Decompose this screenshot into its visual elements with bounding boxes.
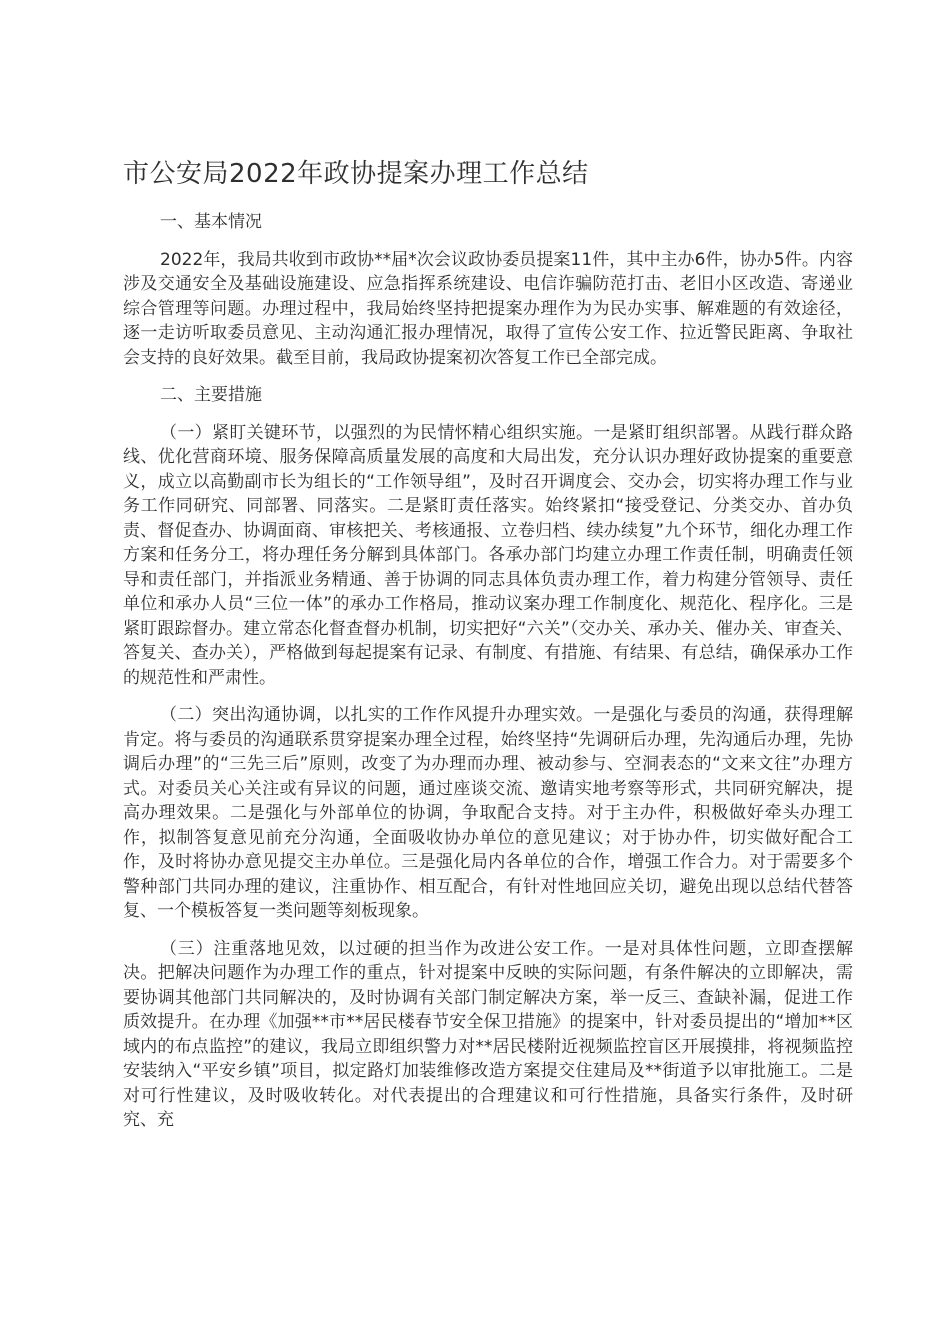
document-title: 市公安局2022年政协提案办理工作总结 [123, 159, 589, 189]
paragraph-basic-situation: 2022年，我局共收到市政协**届*次会议政协委员提案11件，其中主办6件，协办5件。内容涉及交通安全及基础设施建设、应急指挥系统建设、电信诈骗防范打击、老旧小区改造、寄递业综合管理等问题。办理过程中，我局始终坚持把提案办理作为为民办实事、解难题的有效途径，逐一走访听取委员意见、主动沟通汇报办理情况，取得了宣传公安工作、拉近警民距离、争取社会支持的良好效果。截至目前，我局政协提案初次答复工作已全部完成。 [123, 249, 853, 368]
section-heading-basic-situation: 一、基本情况 [160, 212, 262, 232]
section-heading-main-measures: 二、主要措施 [160, 385, 262, 405]
paragraph-measure-1: （一）紧盯关键环节，以强烈的为民情怀精心组织实施。一是紧盯组织部署。从践行群众路线、优化营商环境、服务保障高质量发展的高度和大局出发，充分认识办理好政协提案的重要意义，成立以高勤副市长为组长的“工作领导组”，及时召开调度会、交办会，切实将办理工作与业务工作同研究、同部署、同落实。二是紧盯责任落实。始终紧扣“接受登记、分类交办、首办负责、督促查办、协调面商、审核把关、考核通报、立卷归档、续办续复”九个环节，细化办理工作方案和任务分工，将办理任务分解到具体部门。各承办部门均建立办理工作责任制，明确责任领导和责任部门，并指派业务精通、善于协调的同志具体负责办理工作，着力构建分管领导、责任单位和承办人员“三位一体”的承办工作格局，推动议案办理工作制度化、规范化、程序化。三是紧盯跟踪督办。建立常态化督查督办机制，切实把好“六关”（交办关、承办关、催办关、审查关、答复关、查办关），严格做到每起提案有记录、有制度、有措施、有结果、有总结，确保承办工作的规范性和严肃性。 [123, 422, 853, 688]
document-body [123, 210, 853, 1146]
paragraph-measure-2: （二）突出沟通协调，以扎实的工作作风提升办理实效。一是强化与委员的沟通，获得理解肯定。将与委员的沟通联系贯穿提案办理全过程，始终坚持“先调研后办理，先沟通后办理，先协调后办理”的“三先三后”原则，改变了为办理而办理、被动参与、空洞表态的“文来文往”办理方式。对委员关心关注或有异议的问题，通过座谈交流、邀请实地考察等形式，共同研究解决，提高办理效果。二是强化与外部单位的协调，争取配合支持。对于主办件，积极做好牵头办理工作，拟制答复意见前充分沟通，全面吸收协办单位的意见建议；对于协办件，切实做好配合工作，及时将协办意见提交主办单位。三是强化局内各单位的合作，增强工作合力。对于需要多个警种部门共同办理的建议，注重协作、相互配合，有针对性地回应关切，避免出现以总结代替答复、一个模板答复一类问题等刻板现象。 [123, 705, 853, 921]
paragraph-measure-3: （三）注重落地见效，以过硬的担当作为改进公安工作。一是对具体性问题，立即查摆解决。把解决问题作为办理工作的重点，针对提案中反映的实际问题，有条件解决的立即解决，需要协调其他部门共同解决的，及时协调有关部门制定解决方案，举一反三、查缺补漏，促进工作质效提升。在办理《加强**市**居民楼春节安全保卫措施》的提案中，针对委员提出的“增加**区域内的布点监控”的建议，我局立即组织警力对**居民楼附近视频监控盲区开展摸排，将视频监控安装纳入“平安乡镇”项目，拟定路灯加装维修改造方案提交住建局及**街道予以审批施工。二是对可行性建议，及时吸收转化。对代表提出的合理建议和可行性措施，具备实行条件，及时研究、充 [123, 938, 853, 1130]
